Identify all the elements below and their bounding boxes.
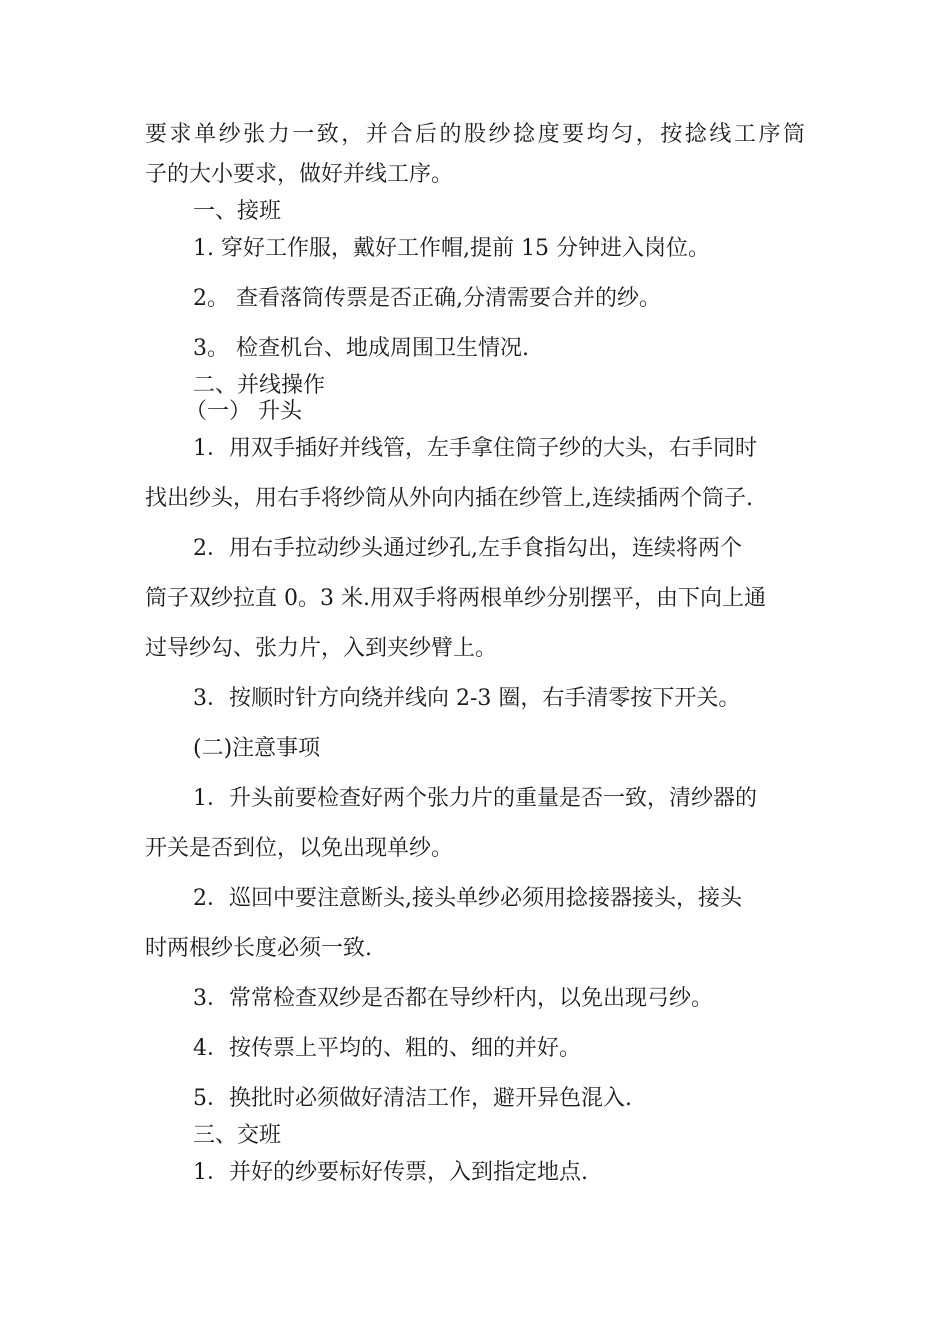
- note-2-line-1: 2．巡回中要注意断头,接头单纱必须用捻接器接头，接头: [193, 886, 742, 911]
- step-1-line-1: 1．用双手插好并线管，左手拿住筒子纱的大头，右手同时: [193, 436, 757, 461]
- note-5: 5．换批时必须做好清洁工作，避开异色混入.: [193, 1086, 632, 1111]
- paragraph-intro-line-2: 子的大小要求，做好并线工序。: [145, 162, 454, 187]
- step-3: 3．按顺时针方向绕并线向 2-3 圈，右手清零按下开关。: [193, 686, 741, 711]
- section-heading-doubling-operation: 二、并线操作: [193, 373, 326, 398]
- list-item-1: 1. 穿好工作服，戴好工作帽,提前 15 分钟进入岗位。: [193, 236, 710, 261]
- step-2-line-1: 2．用右手拉动纱头通过纱孔,左手食指勾出，连续将两个: [193, 536, 742, 561]
- subsection-heading-notes: (二)注意事项: [193, 736, 321, 761]
- paragraph-intro-line-1: 要求单纱张力一致，并合后的股纱捻度要均匀，按捻线工序筒: [145, 122, 805, 147]
- list-item-3: 3。 检查机台、地成周围卫生情况.: [193, 336, 529, 361]
- step-1-line-2: 找出纱头，用右手将纱筒从外向内插在纱管上,连续插两个筒子.: [145, 486, 753, 511]
- list-item-2: 2。 查看落筒传票是否正确,分清需要合并的纱。: [193, 286, 661, 311]
- section-heading-shift-handover-in: 一、接班: [193, 199, 282, 224]
- note-4: 4．按传票上平均的、粗的、细的并好。: [193, 1036, 581, 1061]
- subsection-heading-start: （一） 升头: [185, 399, 302, 424]
- note-1-line-2: 开关是否到位，以免出现单纱。: [145, 836, 454, 861]
- section-heading-shift-handover-out: 三、交班: [193, 1123, 282, 1148]
- note-3: 3．常常检查双纱是否都在导纱杆内，以免出现弓纱。: [193, 986, 713, 1011]
- note-1-line-1: 1．升头前要检查好两个张力片的重量是否一致，清纱器的: [193, 786, 757, 811]
- note-2-line-2: 时两根纱长度必须一致.: [145, 936, 372, 961]
- handover-item-1: 1．并好的纱要标好传票，入到指定地点.: [193, 1160, 588, 1185]
- step-2-line-3: 过导纱勾、张力片，入到夹纱臂上。: [145, 636, 498, 661]
- step-2-line-2: 筒子双纱拉直 0。3 米.用双手将两根单纱分别摆平，由下向上通: [145, 586, 766, 611]
